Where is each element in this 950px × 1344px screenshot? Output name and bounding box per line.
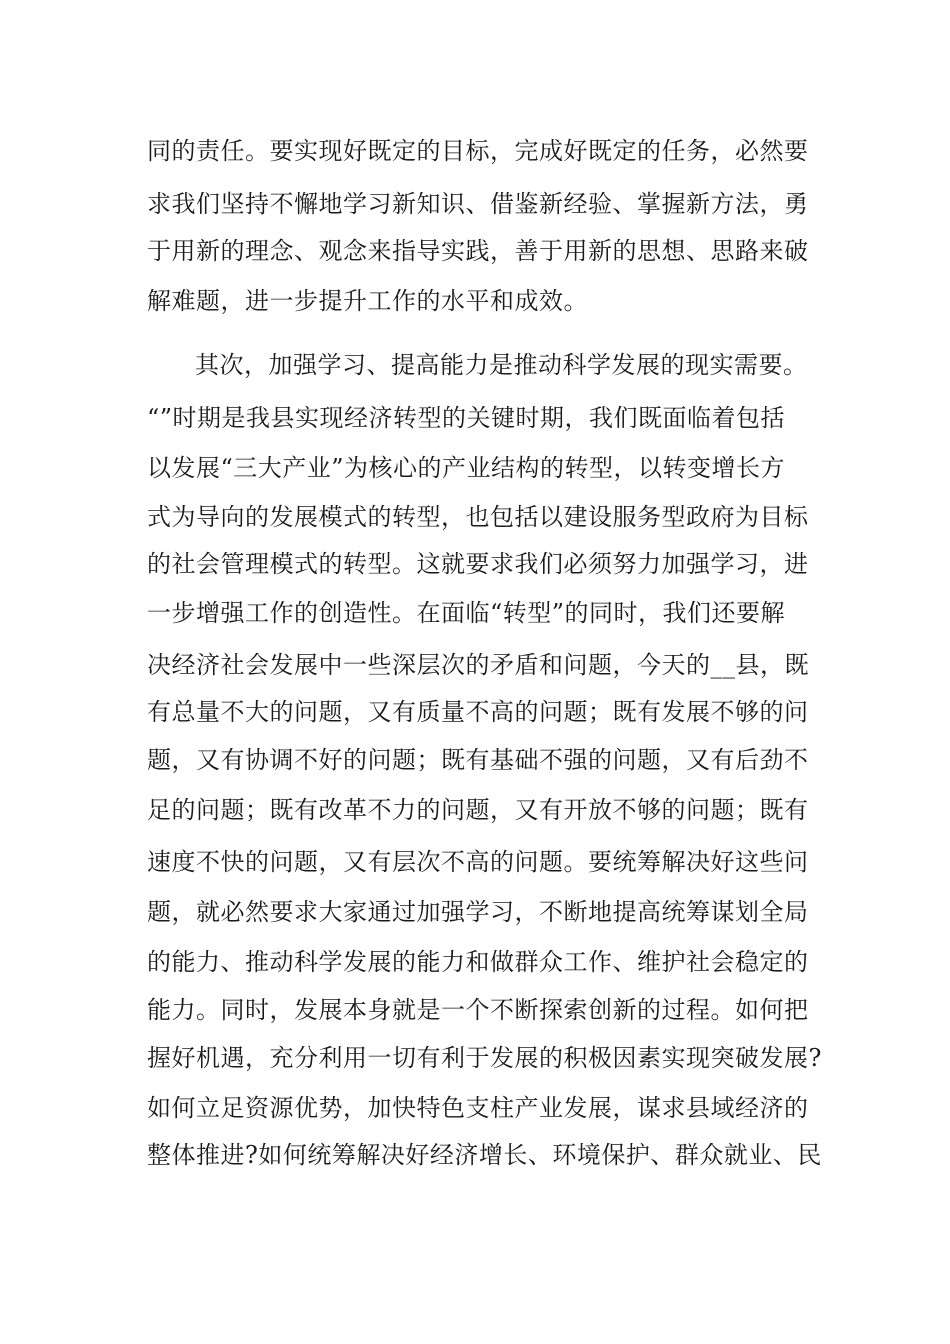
paragraph-2-line-9: 题，又有协调不好的问题；既有基础不强的问题，又有后劲不 [147, 746, 809, 774]
paragraph-2-line-11: 速度不快的问题，又有层次不高的问题。要统筹解决好这些问 [147, 848, 809, 876]
paragraph-2-line-2: “”时期是我县实现经济转型的关键时期，我们既面临着包括 [147, 404, 786, 432]
paragraph-2-line-16: 如何立足资源优势，加快特色支柱产业发展，谋求县域经济的 [147, 1094, 809, 1122]
paragraph-1-line-4: 解难题，进一步提升工作的水平和成效。 [147, 287, 588, 315]
paragraph-1-line-3: 于用新的理念、观念来指导实践，善于用新的思想、思路来破 [147, 237, 809, 265]
paragraph-2-line-1: 其次，加强学习、提高能力是推动科学发展的现实需要。 [195, 351, 808, 379]
paragraph-1-line-1: 同的责任。要实现好既定的目标，完成好既定的任务，必然要 [147, 137, 809, 165]
paragraph-2-line-3: 以发展“三大产业”为核心的产业结构的转型，以转变增长方 [147, 454, 786, 482]
paragraph-2-line-14: 能力。同时，发展本身就是一个不断探索创新的过程。如何把 [147, 996, 809, 1024]
paragraph-2-line-5: 的社会管理模式的转型。这就要求我们必须努力加强学习，进 [147, 550, 809, 578]
paragraph-1-line-2: 求我们坚持不懈地学习新知识、借鉴新经验、掌握新方法，勇 [147, 190, 809, 218]
paragraph-2-line-6: 一步增强工作的创造性。在面临“转型”的同时，我们还要解 [147, 599, 786, 627]
paragraph-2-line-15: 握好机遇，充分利用一切有利于发展的积极因素实现突破发展? [147, 1044, 822, 1072]
paragraph-2-line-7: 决经济社会发展中一些深层次的矛盾和问题，今天的__县，既 [147, 651, 809, 679]
paragraph-2-line-17: 整体推进?如何统筹解决好经济增长、环境保护、群众就业、民 [147, 1141, 822, 1169]
paragraph-2-line-8: 有总量不大的问题，又有质量不高的问题；既有发展不够的问 [147, 698, 809, 726]
paragraph-2-line-12: 题，就必然要求大家通过加强学习，不断地提高统筹谋划全局 [147, 898, 809, 926]
paragraph-2-line-4: 式为导向的发展模式的转型，也包括以建设服务型政府为目标 [147, 503, 809, 531]
paragraph-2-line-10: 足的问题；既有改革不力的问题，又有开放不够的问题；既有 [147, 796, 809, 824]
paragraph-2-line-13: 的能力、推动科学发展的能力和做群众工作、维护社会稳定的 [147, 948, 809, 976]
